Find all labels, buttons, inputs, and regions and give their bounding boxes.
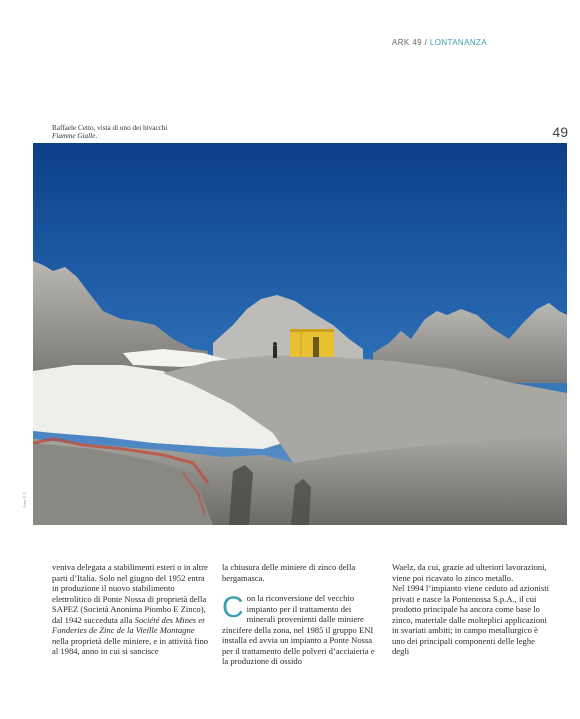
caption-end: . — [95, 132, 98, 140]
paragraph — [222, 593, 380, 667]
magazine-name: ARK 49 — [392, 38, 422, 47]
photo-caption — [52, 124, 192, 140]
paragraph-text: nella proprietà delle miniere, e in attività fino al 1984, anno in cui si sancisce — [52, 635, 209, 656]
paragraph: Nel 1994 l’impianto viene ceduto ad azionisti privati e nasce la Pontenossa S.p.A., il cui prodotto principale ha ancora come base lo zinco, materiale dalle molteplici applicazioni in svariati ambiti; in campo metallurgico è uno dei principali componenti delle leghe degli — [392, 583, 550, 656]
header-separator: / — [421, 38, 430, 47]
photo-credit: Foto © © — [22, 491, 27, 508]
paragraph: la chiusura delle miniere di zinco della bergamasca. — [222, 562, 356, 583]
caption-italic: Fiamme Gialle — [52, 132, 96, 140]
running-header — [392, 38, 487, 47]
drop-cap: C — [222, 591, 244, 624]
caption-text: Raffaele Cetto, vista di uno dei bivacchi — [52, 124, 168, 132]
paragraph — [52, 562, 210, 657]
text-column-3 — [392, 562, 550, 657]
paragraph: Waelz, da cui, grazie ad ulteriori lavorazioni, viene poi ricavato lo zinco metallo. — [392, 562, 547, 583]
company-name-italic: Société des Mines et Fonderies de Zinc de la Vieille Montagne — [52, 614, 205, 635]
bivouac-hut — [290, 329, 334, 357]
hiker — [273, 346, 277, 358]
section-name: LONTANANZA — [429, 38, 488, 47]
mountain-photo — [33, 143, 567, 525]
paragraph-text: on la riconversione del vecchio impianto per il trattamento dei minerali provenienti dalle miniere zincifere della zona, nel 1985 il gruppo ENI installa ed avvia un impianto a Ponte Nossa per il trattamento delle polveri d’acciaieria e la produzione di ossido — [222, 593, 375, 666]
page-number: 49 — [552, 124, 568, 140]
paragraph-text: veniva delegata a stabilimenti esteri o in altre parti d’Italia. Solo nel giugno del 1952 entra in produzione il nuovo stabilimento elettrolitico di Ponte Nossa di proprietà della SAPEZ (Società Anonima Piombo E Zinco), dal 1942 succeduta alla — [52, 562, 208, 625]
text-column-2 — [222, 562, 380, 667]
text-column-1 — [52, 562, 210, 657]
